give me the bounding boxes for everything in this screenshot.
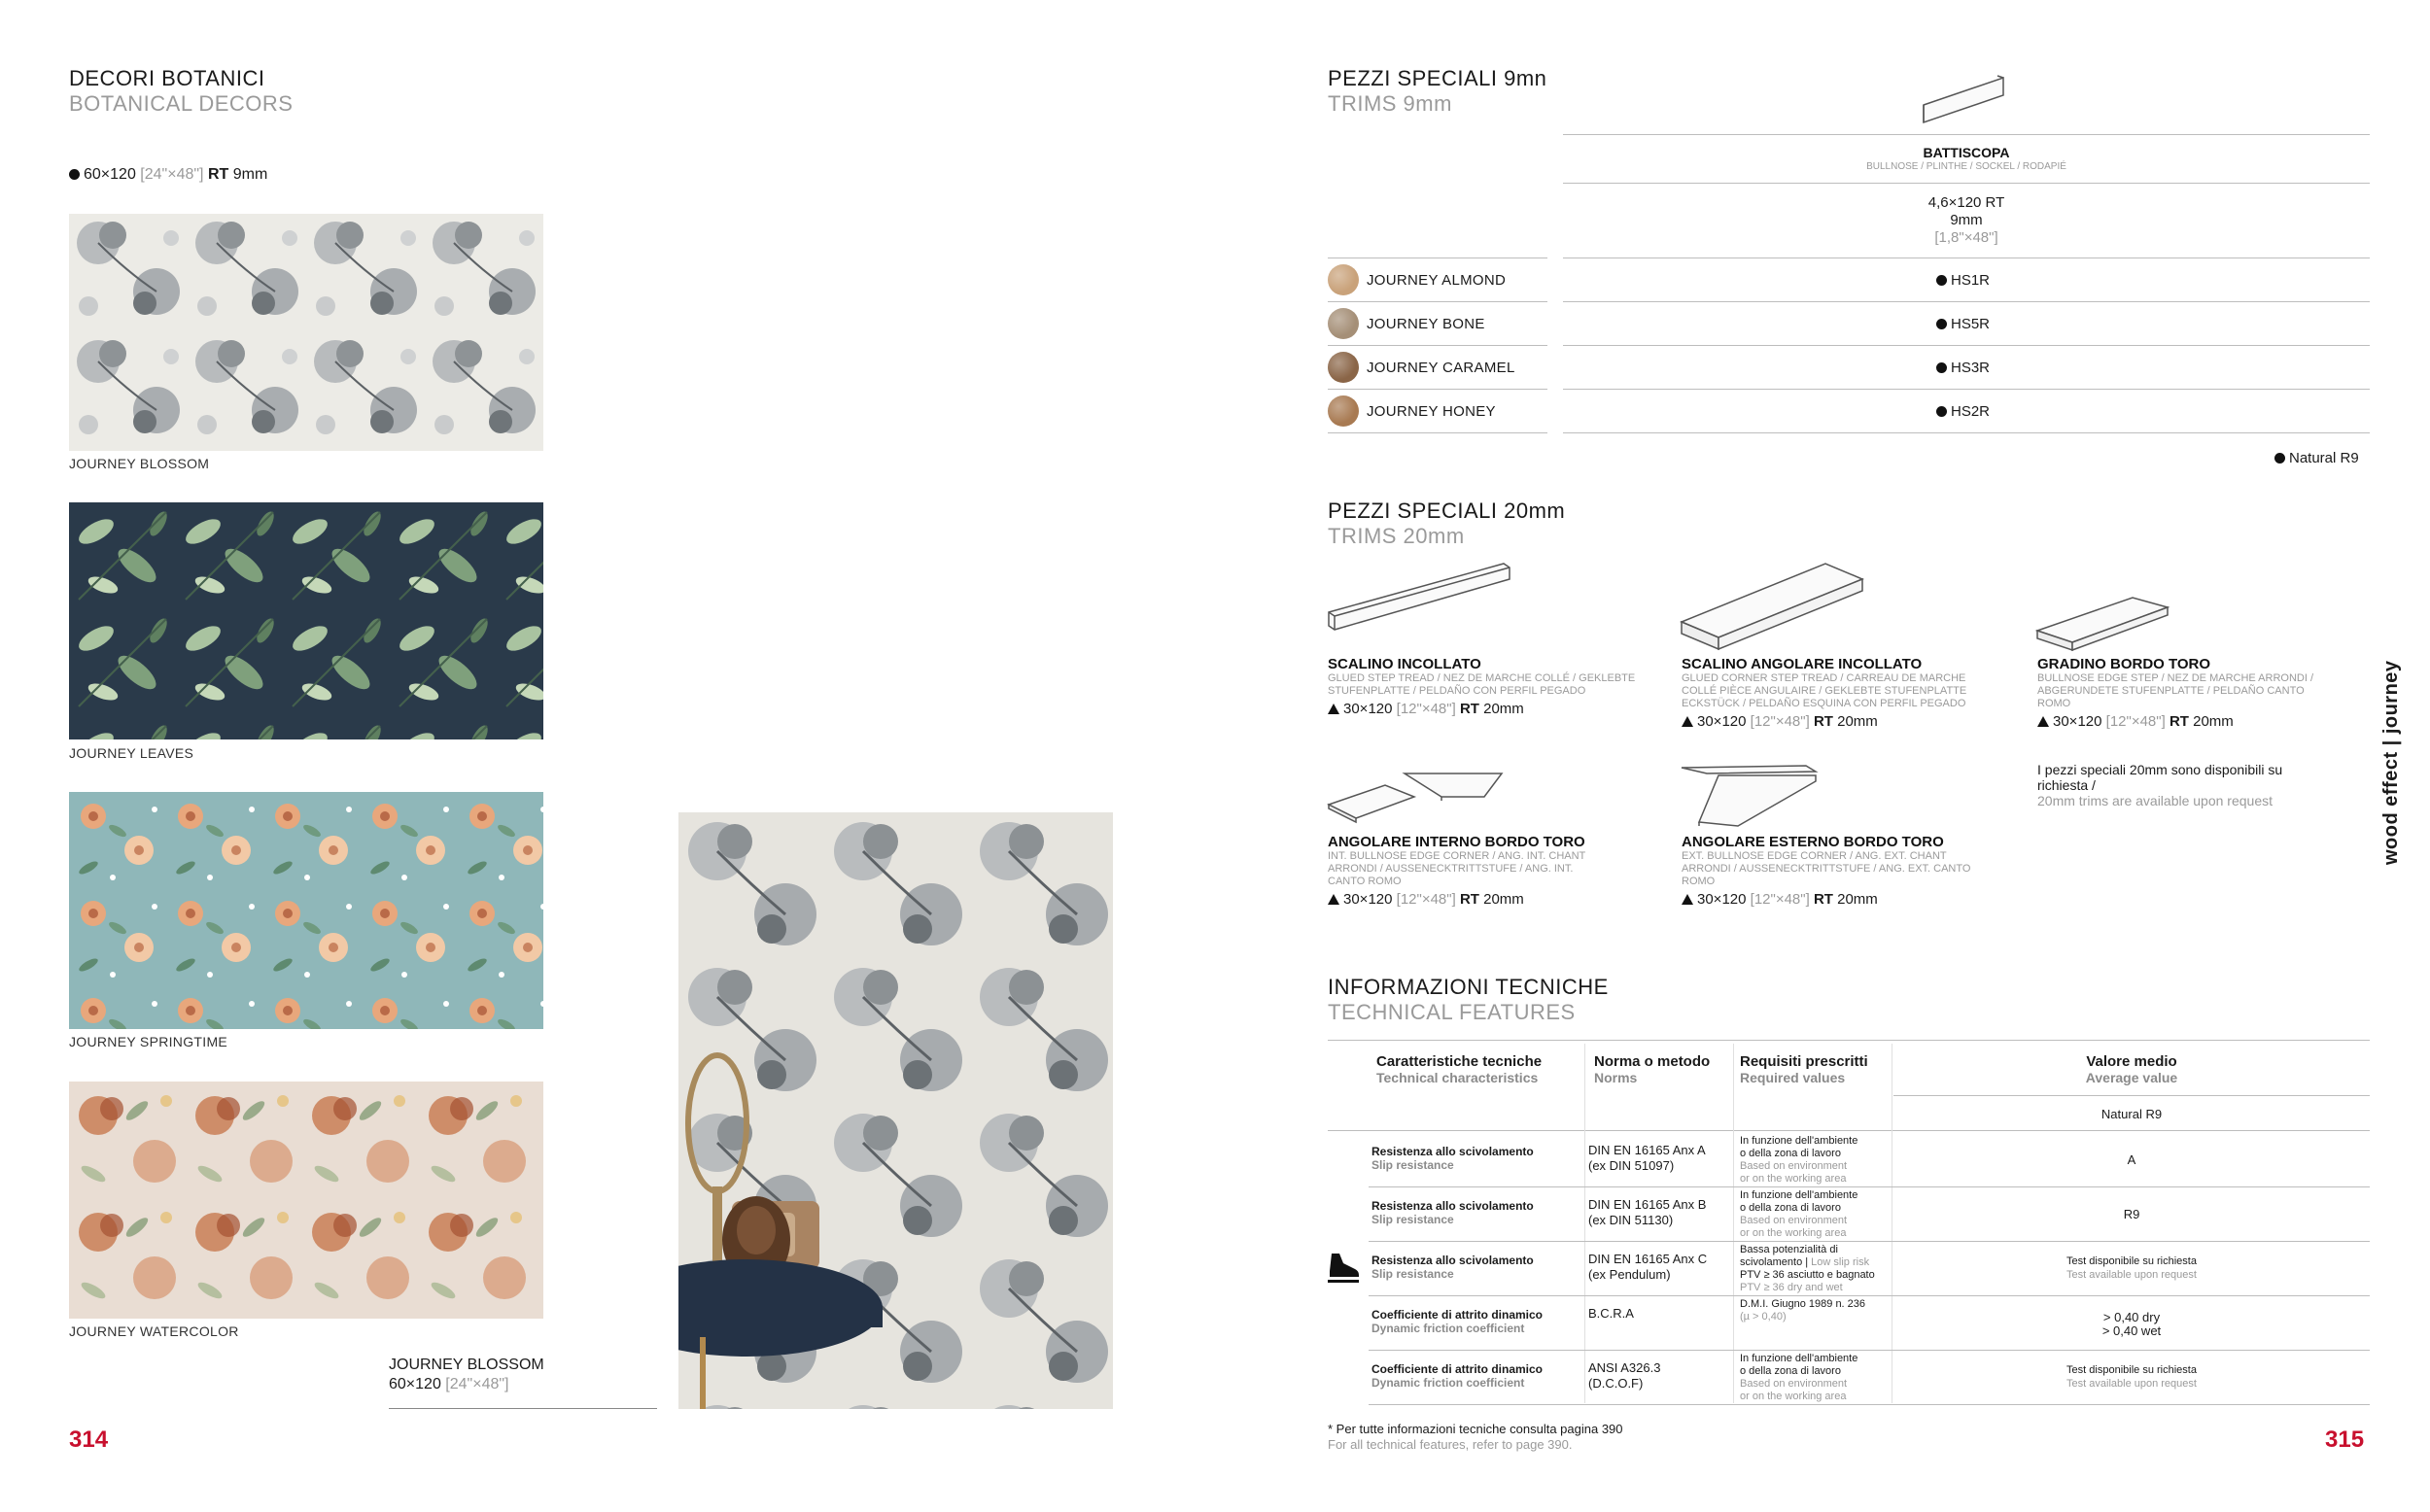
average-value: A (2127, 1152, 2136, 1167)
average-value-en: Test available upon request (2066, 1378, 2197, 1390)
required-value: Bassa potenzialità di scivolamento | Low slip risk PTV ≥ 36 asciutto e bagnato PTV ≥ 36 dry and wet (1740, 1244, 1875, 1293)
norm-value-2: (ex DIN 51130) (1588, 1213, 1674, 1227)
table-rule (1563, 301, 2370, 302)
characteristic-name-en: Dynamic friction coefficient (1371, 1322, 1525, 1335)
header-natural-r9: Natural R9 (2100, 1107, 2163, 1121)
section-subtitle: TRIMS 20mm (1328, 524, 1465, 548)
section-title: PEZZI SPECIALI 9mn (1328, 66, 1547, 90)
norm-value: ANSI A326.3 (1588, 1360, 1661, 1375)
photo-caption: JOURNEY BLOSSOM 60×120 [24"×48"] (389, 1357, 544, 1392)
ext-corner-drawing-icon (1680, 762, 1821, 830)
trim-code: HS1R (1936, 272, 1990, 289)
finish-dot-icon (1936, 406, 1947, 417)
section-title: INFORMAZIONI TECNICHE (1328, 975, 1609, 999)
norm-value-2: (D.C.O.F) (1588, 1376, 1644, 1391)
color-swatch (1328, 308, 1359, 339)
tile-journey-watercolor (69, 1082, 543, 1319)
trim-code: HS2R (1936, 403, 1990, 420)
table-rule (1328, 432, 1547, 433)
tile-caption: JOURNEY BLOSSOM (69, 456, 210, 471)
trim-angolare-esterno: ANGOLARE ESTERNO BORDO TORO EXT. BULLNOSE EDGE CORNER / ANG. EXT. CHANT ARRONDI / AUSSENECKTRITTSTUFE / ANG. EXT. CANTO ROMO 30×120 [12"×48"] RT 20mm (1682, 834, 1971, 908)
norm-value-2: (ex DIN 51097) (1588, 1158, 1675, 1173)
color-name: JOURNEY HONEY (1367, 403, 1496, 420)
side-section-label: wood effect | journey (2380, 660, 2402, 865)
battiscopa-size: 4,6×120 RT 9mm [1,8"×48"] (1927, 194, 2005, 246)
finish-dot-icon (1936, 275, 1947, 286)
average-value: R9 (2123, 1207, 2140, 1221)
trim-scalino-incollato: SCALINO INCOLLATO GLUED STEP TREAD / NEZ DE MARCHE COLLÉ / GEKLEBTE STUFENPLATTE / PELDAÑO CON PERFIL PEGADO 30×120 [12"×48"] RT 20mm (1328, 656, 1636, 717)
tile-caption: JOURNEY SPRINGTIME (69, 1034, 228, 1049)
table-rule (1369, 1404, 2370, 1405)
caption-divider (389, 1408, 657, 1409)
table-rule (1563, 134, 2370, 135)
norm-value: B.C.R.A (1588, 1306, 1634, 1321)
finish-dot-icon (2274, 453, 2285, 464)
left-page-heading (69, 66, 293, 117)
trim-gradino-bordo-toro: GRADINO BORDO TORO BULLNOSE EDGE STEP / NEZ DE MARCHE ARRONDI / ABGERUNDETE STUFENPLATTE / PELDAÑO CANTO ROMO 30×120 [12"×48"] RT 20mm (2037, 656, 2314, 730)
page-number-left: 314 (69, 1426, 109, 1453)
table-rule (1369, 1241, 2370, 1242)
page-title: DECORI BOTANICI (69, 66, 265, 90)
norm-value: DIN EN 16165 Anx B (1588, 1197, 1707, 1212)
shoe-slip-icon (1326, 1250, 1361, 1285)
average-value: > 0,40 dry (2102, 1310, 2161, 1324)
color-swatch (1328, 395, 1359, 427)
table-rule (1369, 1350, 2370, 1351)
tile-journey-leaves (69, 502, 543, 739)
bullnose-drawing-icon (1920, 70, 2007, 126)
required-value: In funzione dell'ambiente o della zona di lavoro Based on environment or on the working area (1740, 1135, 1858, 1185)
triangle-icon (1682, 716, 1693, 727)
page-subtitle: BOTANICAL DECORS (69, 91, 294, 116)
table-rule (1369, 1186, 2370, 1187)
header-average: Valore medio Average value (2085, 1053, 2178, 1085)
triangle-icon (1682, 894, 1693, 905)
trims9-heading (1328, 66, 1546, 117)
characteristic-name: Coefficiente di attrito dinamico (1371, 1308, 1544, 1322)
table-rule (1563, 432, 2370, 433)
trim-code: HS5R (1936, 316, 1990, 332)
corner-step-drawing-icon (1680, 562, 1864, 651)
header-required: Requisiti prescritti Required values (1740, 1053, 1868, 1085)
trim-angolare-interno: ANGOLARE INTERNO BORDO TORO INT. BULLNOSE EDGE CORNER / ANG. INT. CHANT ARRONDI / AUSSENECKTRITTSTUFE / ANG. INT. CANTO ROMO 30×120 [12"×48"] RT 20mm (1328, 834, 1586, 908)
bullnose-step-drawing-icon (2035, 596, 2171, 654)
required-value: In funzione dell'ambiente o della zona di lavoro Based on environment or on the working area (1740, 1189, 1858, 1239)
required-value: D.M.I. Giugno 1989 n. 236 (µ > 0,40) (1740, 1298, 1866, 1323)
finish-legend: Natural R9 (2274, 450, 2359, 466)
finish-dot-icon (69, 169, 80, 180)
average-value: Test disponibile su richiesta (2066, 1255, 2197, 1267)
color-swatch (1328, 264, 1359, 295)
battiscopa-column-header: BATTISCOPA BULLNOSE / PLINTHE / SOCKEL / RODAPIÉ (1866, 145, 2066, 172)
table-rule (1328, 1130, 2370, 1131)
triangle-icon (1328, 894, 1339, 905)
table-rule (1563, 389, 2370, 390)
table-rule (1369, 1295, 2370, 1296)
trim-scalino-angolare: SCALINO ANGOLARE INCOLLATO GLUED CORNER STEP TREAD / CARREAU DE MARCHE COLLÉ PIÈCE ANGULAIRE / GEKLEBTE STUFENPLATTE ECKSTÜCK / PELDAÑO ESQUINA CON PERFIL PEGADO 30×120 [12"×48"] RT 20mm (1682, 656, 1967, 730)
table-rule (1328, 301, 1547, 302)
table-rule (1563, 183, 2370, 184)
table-rule (1328, 1040, 2370, 1041)
header-norms: Norma o metodo Norms (1594, 1053, 1711, 1085)
average-value: Test disponibile su richiesta (2066, 1364, 2197, 1376)
color-name: JOURNEY BONE (1367, 316, 1485, 332)
table-rule (1893, 1095, 2370, 1096)
tech-footnote: * Per tutte informazioni tecniche consulta pagina 390 For all technical features, refer to page 390. (1328, 1422, 1623, 1452)
section-subtitle: TECHNICAL FEATURES (1328, 1000, 1576, 1024)
characteristic-name-en: Slip resistance (1371, 1267, 1454, 1281)
color-name: JOURNEY ALMOND (1367, 272, 1507, 289)
tile-caption: JOURNEY LEAVES (69, 745, 194, 761)
tile-caption: JOURNEY WATERCOLOR (69, 1323, 239, 1339)
page-number-right: 315 (2325, 1426, 2365, 1453)
color-name: JOURNEY CARAMEL (1367, 360, 1515, 376)
norm-value-2: (ex Pendulum) (1588, 1267, 1671, 1282)
characteristic-name: Resistenza allo scivolamento (1371, 1254, 1534, 1267)
step-tread-drawing-icon (1327, 562, 1511, 651)
tile-journey-blossom (69, 214, 543, 451)
table-rule (1328, 389, 1547, 390)
triangle-icon (2037, 716, 2049, 727)
finish-dot-icon (1936, 319, 1947, 329)
characteristic-name: Coefficiente di attrito dinamico (1371, 1362, 1544, 1376)
header-characteristics: Caratteristiche tecniche Technical characteristics (1376, 1053, 1543, 1085)
int-corner-drawing-icon (1327, 770, 1507, 824)
color-swatch (1328, 352, 1359, 383)
finish-dot-icon (1936, 362, 1947, 373)
characteristic-name-en: Slip resistance (1371, 1158, 1454, 1172)
average-value-en: > 0,40 wet (2101, 1323, 2162, 1338)
characteristic-name: Resistenza allo scivolamento (1371, 1199, 1534, 1213)
characteristic-name-en: Dynamic friction coefficient (1371, 1376, 1525, 1390)
norm-value: DIN EN 16165 Anx A (1588, 1143, 1706, 1157)
trims-availability-note: I pezzi speciali 20mm sono disponibili su richiesta / 20mm trims are available upon request (2037, 762, 2283, 808)
required-value: In funzione dell'ambiente o della zona di lavoro Based on environment or on the working area (1740, 1353, 1858, 1402)
section-subtitle: TRIMS 9mm (1328, 91, 1452, 116)
table-rule (1563, 345, 2370, 346)
characteristic-name: Resistenza allo scivolamento (1371, 1145, 1534, 1158)
tech-heading (1328, 975, 1609, 1025)
room-photo (678, 812, 1113, 1409)
characteristic-name-en: Slip resistance (1371, 1213, 1454, 1226)
tile-journey-springtime (69, 792, 543, 1029)
triangle-icon (1328, 704, 1339, 714)
norm-value: DIN EN 16165 Anx C (1588, 1252, 1708, 1266)
average-value-en: Test available upon request (2066, 1269, 2197, 1281)
trim-code: HS3R (1936, 360, 1990, 376)
table-rule (1328, 345, 1547, 346)
decor-size: 60×120 [24"×48"] RT 9mm (69, 166, 267, 184)
trims20-heading (1328, 498, 1565, 549)
section-title: PEZZI SPECIALI 20mm (1328, 498, 1566, 523)
